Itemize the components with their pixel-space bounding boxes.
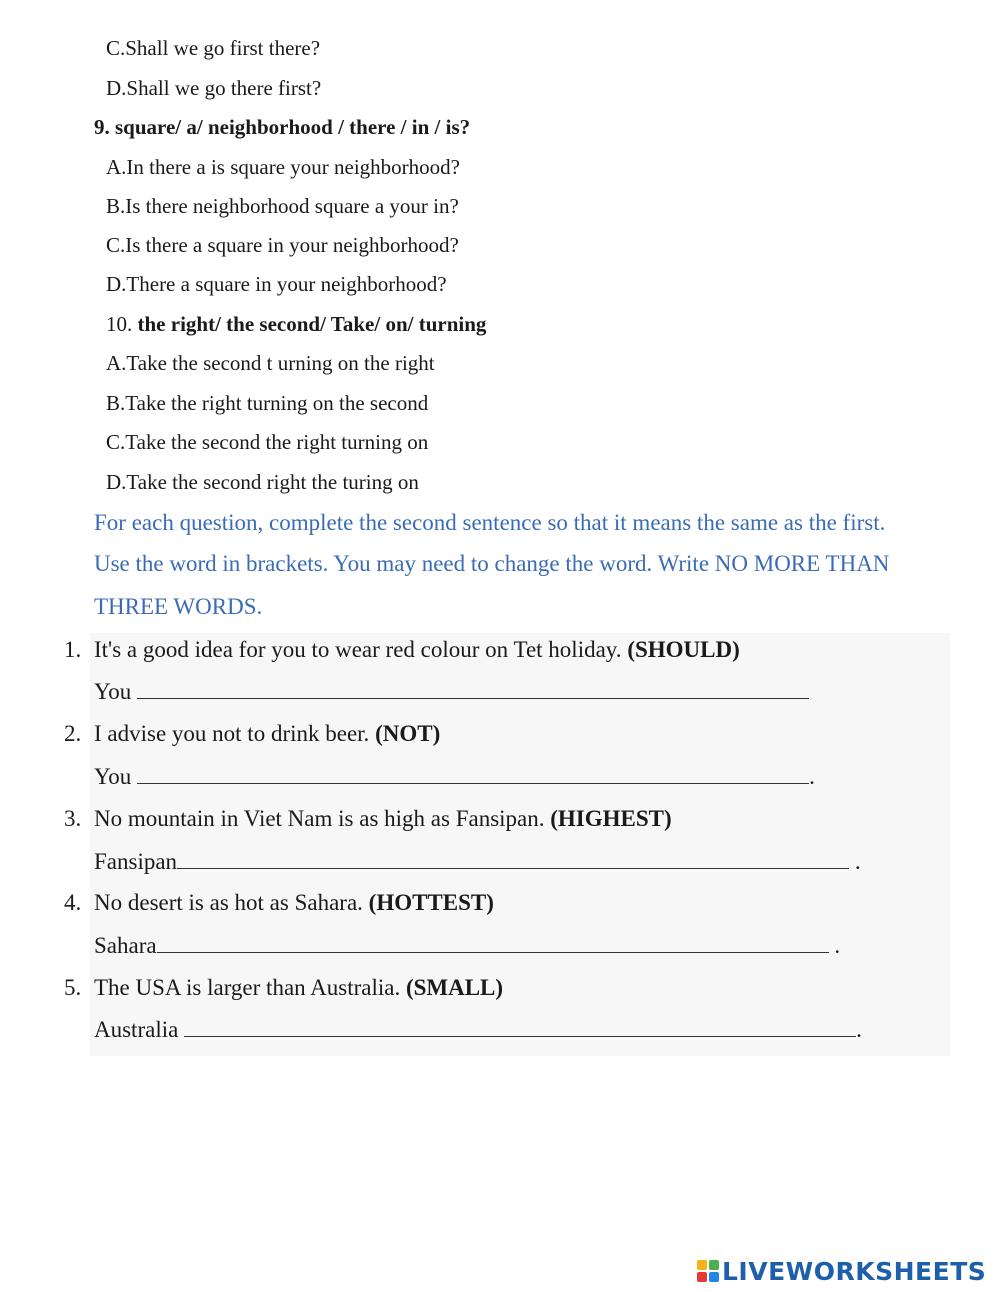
liveworksheets-logo-icon — [697, 1260, 719, 1282]
item-2-end: . — [809, 764, 815, 789]
item-3-end: . — [849, 849, 861, 874]
question-10-words: the right/ the second/ Take/ on/ turning — [137, 312, 487, 336]
item-4-end: . — [828, 933, 841, 958]
item-4-answer-row — [94, 934, 840, 957]
item-2-answer-row — [94, 765, 815, 788]
item-1-sentence — [94, 638, 740, 661]
instruction-line-3: THREE WORDS. — [94, 594, 263, 619]
option-a-q10: A.Take the second t urning on the right — [106, 351, 435, 375]
logo-square-1 — [697, 1260, 707, 1270]
item-5-text: The USA is larger than Australia. — [94, 975, 406, 1000]
option-c-q9: C.Is there a square in your neighborhood? — [106, 233, 459, 257]
logo-square-3 — [697, 1272, 707, 1282]
question-9-prompt: 9. square/ a/ neighborhood / there / in / is? — [94, 115, 471, 139]
item-3-sentence — [94, 807, 672, 830]
item-5-answer-blank[interactable] — [184, 1034, 856, 1037]
logo-square-4 — [709, 1272, 719, 1282]
instruction-line-1: For each question, complete the second sentence so that it means the same as the first. — [94, 510, 886, 535]
logo-square-2 — [709, 1260, 719, 1270]
item-2-number: 2. — [64, 721, 82, 746]
item-5-sentence — [94, 976, 503, 999]
item-4-answer-blank[interactable] — [157, 950, 829, 953]
option-d-q8: D.Shall we go there first? — [106, 76, 322, 100]
item-1-answer-row — [94, 680, 809, 703]
option-a-q9: A.In there a is square your neighborhood? — [106, 155, 460, 179]
option-d-q9: D.There a square in your neighborhood? — [106, 272, 447, 296]
liveworksheets-logo-text: LIVEWORKSHEETS — [722, 1256, 987, 1286]
item-1-start: You — [94, 679, 138, 704]
item-2-keyword: (NOT) — [375, 721, 441, 746]
item-3-keyword: (HIGHEST) — [550, 806, 672, 831]
item-4-sentence — [94, 891, 494, 914]
question-10-prompt — [106, 314, 486, 335]
item-5-number: 5. — [64, 975, 82, 1000]
item-2-answer-blank[interactable] — [137, 781, 809, 784]
item-3-text: No mountain in Viet Nam is as high as Fansipan. — [94, 806, 551, 831]
item-5-answer-row — [94, 1018, 862, 1041]
option-b-q10: B.Take the right turning on the second — [106, 391, 429, 415]
liveworksheets-logo — [697, 1256, 986, 1286]
item-5-start: Australia — [94, 1017, 185, 1042]
instruction-line-2: Use the word in brackets. You may need to change the word. Write NO MORE THAN — [94, 551, 890, 576]
option-c-q8: C.Shall we go first there? — [106, 36, 321, 60]
item-3-answer-row — [94, 850, 861, 873]
item-4-text: No desert is as hot as Sahara. — [94, 890, 369, 915]
item-4-keyword: (HOTTEST) — [368, 890, 494, 915]
item-4-start: Sahara — [94, 933, 157, 958]
item-2-start: You — [94, 764, 138, 789]
option-d-q10: D.Take the second right the turing on — [106, 470, 419, 494]
item-2-sentence — [94, 722, 440, 745]
item-1-text: It's a good idea for you to wear red colour on Tet holiday. — [94, 637, 628, 662]
item-3-start: Fansipan — [94, 849, 178, 874]
question-10-number: 10. — [106, 312, 138, 336]
item-5-end: . — [856, 1017, 862, 1042]
item-1-answer-blank[interactable] — [137, 696, 809, 699]
option-b-q9: B.Is there neighborhood square a your in? — [106, 194, 459, 218]
item-5-keyword: (SMALL) — [405, 975, 504, 1000]
item-1-keyword: (SHOULD) — [627, 637, 740, 662]
item-2-text: I advise you not to drink beer. — [94, 721, 376, 746]
item-3-number: 3. — [64, 806, 82, 831]
item-1-number: 1. — [64, 637, 82, 662]
item-4-number: 4. — [64, 890, 82, 915]
option-c-q10: C.Take the second the right turning on — [106, 430, 429, 454]
item-3-answer-blank[interactable] — [177, 866, 849, 869]
